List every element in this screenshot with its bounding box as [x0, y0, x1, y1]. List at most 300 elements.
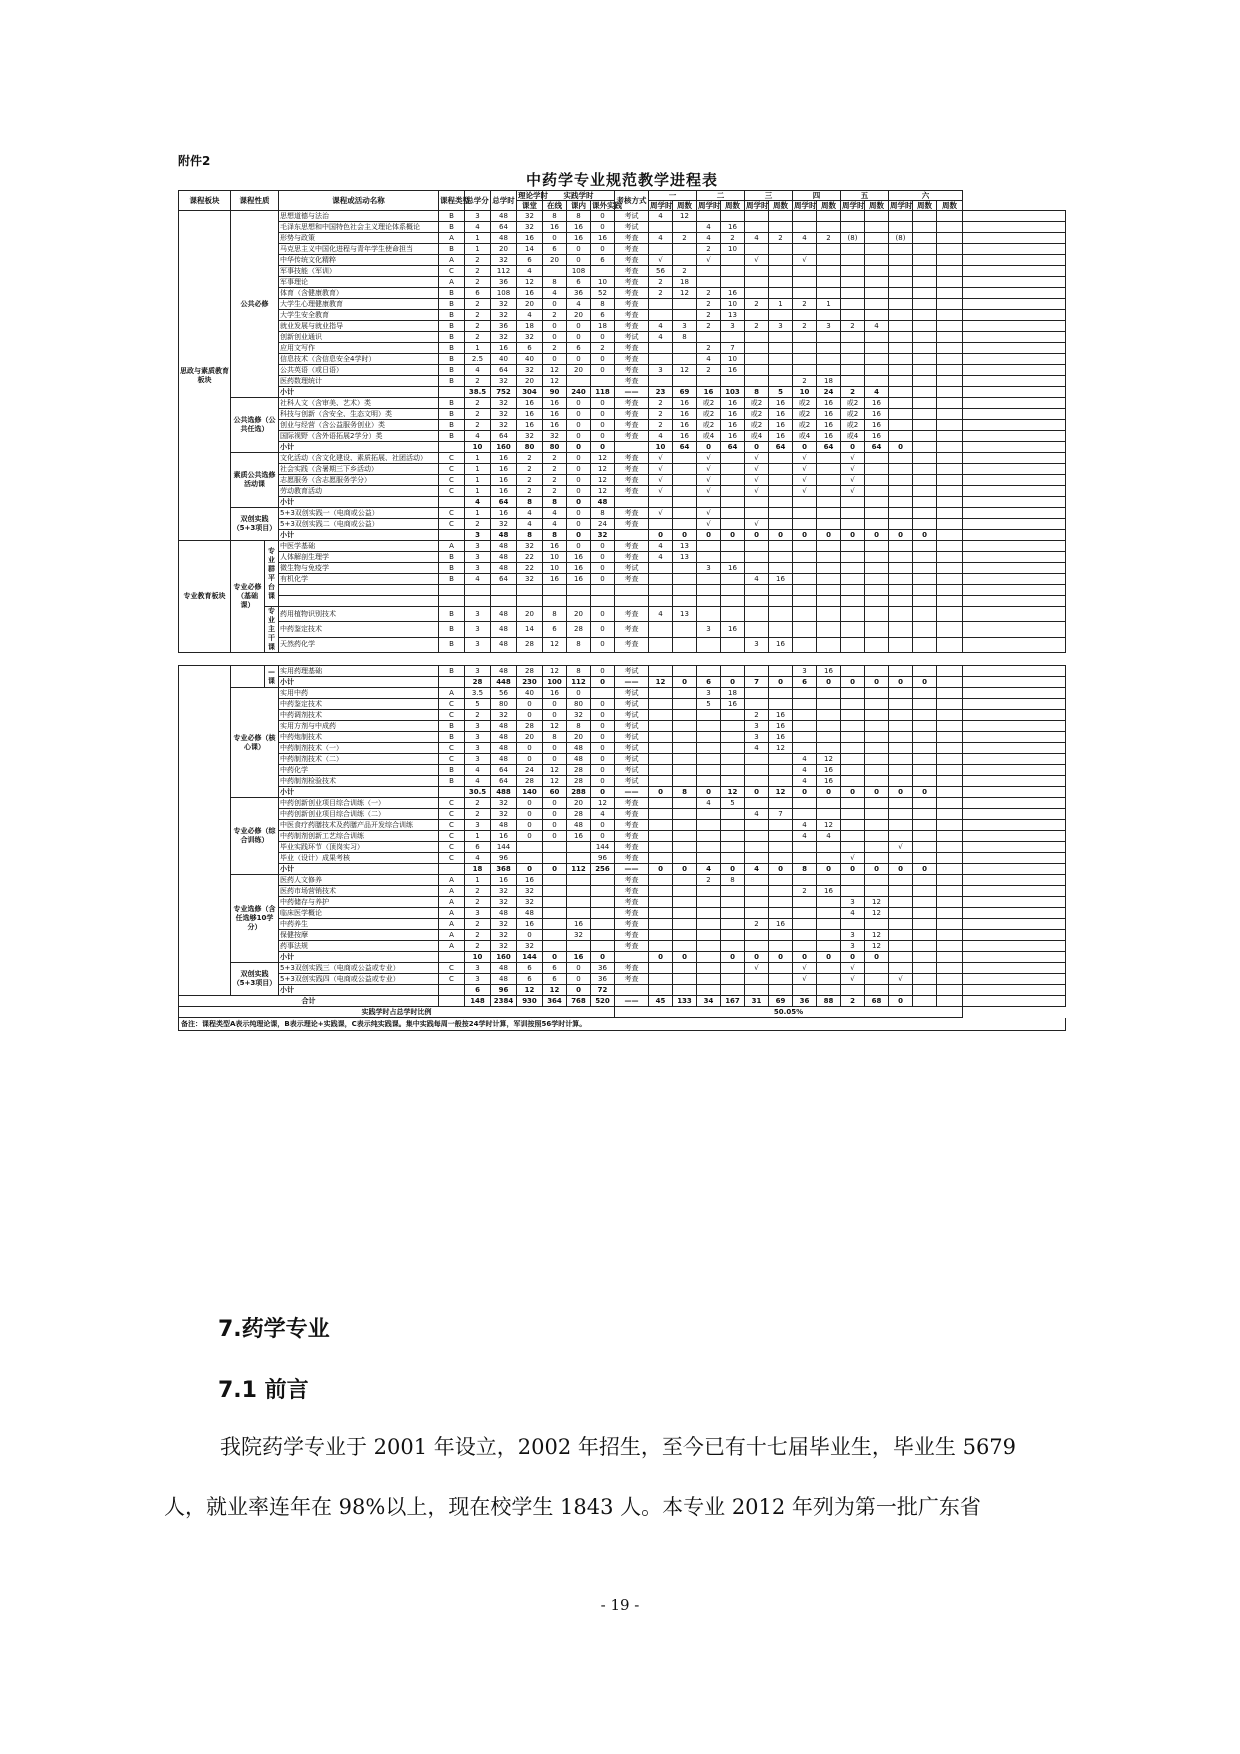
table-cell: 48 [567, 820, 591, 831]
course-name: 中华传统文化精粹 [279, 255, 439, 266]
table-cell [615, 442, 649, 453]
table-cell [841, 222, 865, 233]
table-row [179, 831, 1066, 842]
table-cell [697, 607, 721, 622]
table-cell: 0 [543, 332, 567, 343]
table-cell: 4 [543, 288, 567, 299]
table-cell: 0 [913, 787, 937, 798]
table-cell: 100 [543, 677, 567, 688]
table-cell [673, 941, 697, 952]
table-cell [793, 842, 817, 853]
table-cell [913, 387, 937, 398]
table-row [179, 398, 1066, 409]
module-cell: 专业教育板块 [179, 541, 231, 653]
table-cell [913, 831, 937, 842]
table-cell: 28 [567, 622, 591, 637]
course-name: 中医学基础 [279, 541, 439, 552]
table-cell [889, 574, 913, 585]
table-cell: 96 [491, 985, 517, 996]
table-cell [673, 831, 697, 842]
table-cell [865, 354, 889, 365]
table-cell [865, 343, 889, 354]
table-cell: 16 [491, 875, 517, 886]
table-cell [697, 277, 721, 288]
table-cell [889, 765, 913, 776]
table-cell [963, 688, 1066, 699]
table-cell: 14 [517, 244, 543, 255]
table-cell: 40 [517, 688, 543, 699]
table-cell: 0 [591, 743, 615, 754]
table-cell [913, 897, 937, 908]
table-cell [913, 952, 937, 963]
table-cell: 0 [591, 677, 615, 688]
course-name: 信息技术（含信息安全4学时） [279, 354, 439, 365]
table-cell [491, 585, 517, 596]
table-cell: 2384 [491, 996, 517, 1007]
table-cell: 0 [543, 952, 567, 963]
table-cell [963, 787, 1066, 798]
course-name: 创新创业通识 [279, 332, 439, 343]
table-cell [963, 464, 1066, 475]
table-cell [817, 563, 841, 574]
table-cell [793, 622, 817, 637]
table-cell [963, 637, 1066, 652]
table-cell: 0 [769, 677, 793, 688]
table-cell [769, 842, 793, 853]
table-cell [889, 710, 913, 721]
table-cell [963, 809, 1066, 820]
course-name: 小计 [279, 530, 439, 541]
table-cell [913, 431, 937, 442]
table-cell: 2 [465, 321, 491, 332]
table-cell: 32 [517, 897, 543, 908]
scanned-schedule [178, 152, 1066, 1031]
table-cell [937, 974, 963, 985]
table-cell [865, 596, 889, 607]
table-cell: 考查 [615, 310, 649, 321]
table-row [179, 776, 1066, 787]
table-cell [841, 310, 865, 321]
table-cell: 10 [721, 354, 745, 365]
table-cell [649, 853, 673, 864]
table-cell [963, 233, 1066, 244]
table-cell: 8 [543, 497, 567, 508]
table-cell [937, 798, 963, 809]
table-cell [841, 574, 865, 585]
table-cell [841, 365, 865, 376]
table-cell [817, 930, 841, 941]
table-row [179, 985, 1066, 996]
table-cell: 2 [465, 930, 491, 941]
table-cell: 16 [817, 765, 841, 776]
table-cell [865, 710, 889, 721]
table-cell [937, 787, 963, 798]
course-name: 药用植物识别技术 [279, 607, 439, 622]
table-cell [913, 585, 937, 596]
table-cell [865, 666, 889, 677]
table-cell [615, 952, 649, 963]
table-cell [889, 211, 913, 222]
table-cell: √ [889, 974, 913, 985]
table-cell [889, 519, 913, 530]
table-cell: √ [841, 453, 865, 464]
table-cell: 0 [591, 622, 615, 637]
table-cell [889, 365, 913, 376]
table-cell [649, 963, 673, 974]
table-cell: C [439, 743, 465, 754]
table-cell: 24 [517, 765, 543, 776]
table-cell [937, 299, 963, 310]
table-cell [649, 985, 673, 996]
table-cell: 0 [567, 332, 591, 343]
table-cell [673, 765, 697, 776]
table-cell [937, 677, 963, 688]
course-name: 思想道德与法治 [279, 211, 439, 222]
table-cell [817, 908, 841, 919]
table-cell [817, 941, 841, 952]
table-cell [963, 277, 1066, 288]
table-cell [963, 710, 1066, 721]
table-cell [769, 475, 793, 486]
table-cell: 2 [769, 233, 793, 244]
table-cell [769, 541, 793, 552]
table-cell: 考查 [615, 908, 649, 919]
table-cell [817, 486, 841, 497]
table-cell [937, 743, 963, 754]
table-cell: √ [841, 963, 865, 974]
table-cell [937, 574, 963, 585]
table-cell: 80 [517, 442, 543, 453]
table-cell: 8 [591, 299, 615, 310]
table-cell: 10 [649, 442, 673, 453]
table-cell [913, 233, 937, 244]
table-cell: 80 [491, 699, 517, 710]
table-cell: 2 [465, 332, 491, 343]
course-name: 实用药理基础 [279, 666, 439, 677]
table-cell: 0 [517, 864, 543, 875]
table-cell: 0 [517, 831, 543, 842]
table-cell: 4 [697, 354, 721, 365]
table-cell [673, 486, 697, 497]
table-cell [543, 853, 567, 864]
table-cell: √ [793, 475, 817, 486]
table-cell: 考试 [615, 732, 649, 743]
table-cell [697, 541, 721, 552]
section-title: 7.药学专业 [218, 1317, 330, 1342]
table-cell: 0 [793, 530, 817, 541]
table-cell: 0 [721, 864, 745, 875]
table-cell: 0 [517, 809, 543, 820]
table-cell [889, 222, 913, 233]
table-cell [913, 985, 937, 996]
table-cell [769, 222, 793, 233]
table-cell: 0 [865, 787, 889, 798]
table-cell: 108 [491, 288, 517, 299]
table-cell [769, 464, 793, 475]
header-sub-7: 周数 [721, 201, 745, 211]
table-cell: 12 [543, 376, 567, 387]
table-cell: A [439, 908, 465, 919]
table-cell: A [439, 255, 465, 266]
table-cell: 0 [591, 354, 615, 365]
table-cell: A [439, 919, 465, 930]
table-cell: 12 [817, 820, 841, 831]
table-cell: —— [615, 677, 649, 688]
table-cell [889, 321, 913, 332]
table-cell: 16 [865, 420, 889, 431]
table-cell [841, 637, 865, 652]
table-cell: 8 [567, 721, 591, 732]
table-cell: 3 [697, 622, 721, 637]
table-cell [913, 354, 937, 365]
table-cell: 或2 [697, 398, 721, 409]
table-cell [841, 831, 865, 842]
table-cell: 考查 [615, 842, 649, 853]
table-cell: B [439, 552, 465, 563]
table-cell [793, 743, 817, 754]
table-cell: 3 [769, 321, 793, 332]
table-cell [963, 574, 1066, 585]
table-cell [937, 864, 963, 875]
table-cell [673, 574, 697, 585]
table-cell [721, 809, 745, 820]
table-cell [793, 277, 817, 288]
table-cell [567, 941, 591, 952]
table-cell: 16 [567, 563, 591, 574]
table-row [179, 666, 1066, 677]
table-row [179, 464, 1066, 475]
header-sub-9: 周数 [769, 201, 793, 211]
table-cell: 考查 [615, 431, 649, 442]
table-cell: B [439, 721, 465, 732]
group-cell: 公共选修（公共任选） [231, 398, 279, 453]
table-cell [841, 798, 865, 809]
table-cell [937, 563, 963, 574]
table-cell: 4 [649, 552, 673, 563]
table-cell: 22 [517, 563, 543, 574]
table-cell: 36 [491, 321, 517, 332]
table-cell: 考查 [615, 486, 649, 497]
table-cell [745, 765, 769, 776]
table-cell: 16 [769, 919, 793, 930]
table-cell: 32 [491, 809, 517, 820]
subgroup-cell-continued: —课 [265, 666, 279, 688]
table-cell: 20 [517, 732, 543, 743]
table-cell [721, 886, 745, 897]
table-cell [769, 343, 793, 354]
table-cell: 2 [649, 288, 673, 299]
table-cell [649, 930, 673, 941]
table-cell [745, 266, 769, 277]
table-cell: 3 [697, 688, 721, 699]
table-cell: 0 [591, 699, 615, 710]
table-row [179, 211, 1066, 222]
table-row [179, 732, 1066, 743]
table-cell [721, 637, 745, 652]
table-cell: 2 [841, 321, 865, 332]
table-row [179, 820, 1066, 831]
table-cell [865, 464, 889, 475]
table-cell [591, 585, 615, 596]
table-cell: 0 [841, 530, 865, 541]
table-cell [769, 508, 793, 519]
table-cell [865, 376, 889, 387]
table-cell: 16 [817, 398, 841, 409]
table-cell: 64 [491, 431, 517, 442]
table-cell: 16 [769, 420, 793, 431]
table-cell: 12 [817, 754, 841, 765]
table-cell [591, 930, 615, 941]
table-cell: 1 [465, 831, 491, 842]
table-cell [745, 941, 769, 952]
table-cell [793, 908, 817, 919]
table-cell: (8) [889, 233, 913, 244]
table-cell: 30.5 [465, 787, 491, 798]
course-name: 中药鉴定技术 [279, 699, 439, 710]
table-cell: C [439, 266, 465, 277]
course-name: 中药调剂技术 [279, 710, 439, 721]
table-row [179, 996, 1066, 1007]
table-cell: 考查 [615, 266, 649, 277]
table-cell [591, 875, 615, 886]
table-cell [963, 820, 1066, 831]
table-cell: 3 [465, 552, 491, 563]
table-cell [937, 310, 963, 321]
table-cell [649, 519, 673, 530]
table-cell: 2 [745, 299, 769, 310]
table-cell [649, 596, 673, 607]
table-row [179, 442, 1066, 453]
table-cell [937, 354, 963, 365]
table-cell [745, 699, 769, 710]
table-cell: 0 [841, 677, 865, 688]
table-cell [649, 798, 673, 809]
table-cell: 2 [673, 266, 697, 277]
table-cell [937, 420, 963, 431]
table-cell: 16 [517, 398, 543, 409]
table-cell: 28 [465, 677, 491, 688]
table-cell: 32 [567, 930, 591, 941]
table-cell [963, 897, 1066, 908]
table-cell: 0 [543, 743, 567, 754]
table-cell [841, 508, 865, 519]
table-cell: 0 [517, 754, 543, 765]
table-cell [591, 266, 615, 277]
table-row [179, 787, 1066, 798]
table-cell [745, 622, 769, 637]
table-cell [817, 211, 841, 222]
table-cell: 3 [841, 930, 865, 941]
table-cell: 6 [567, 343, 591, 354]
table-cell: B [439, 637, 465, 652]
table-cell [697, 941, 721, 952]
table-cell [913, 875, 937, 886]
table-cell: 32 [491, 919, 517, 930]
table-cell [769, 266, 793, 277]
header-sub-1: 在线 [543, 201, 567, 211]
table-cell: 8 [673, 787, 697, 798]
course-name: 中药创新创业项目综合训练（二） [279, 809, 439, 820]
table-cell [913, 420, 937, 431]
table-cell [745, 244, 769, 255]
table-cell: 8 [517, 497, 543, 508]
table-cell: B [439, 288, 465, 299]
table-cell [673, 596, 697, 607]
table-cell [865, 244, 889, 255]
header-sem-1: 一 [649, 191, 697, 201]
course-name: 大学生心理健康教育 [279, 299, 439, 310]
table-cell: √ [841, 486, 865, 497]
table-cell: 0 [591, 637, 615, 652]
table-cell: 0 [567, 420, 591, 431]
table-cell: 8 [721, 875, 745, 886]
table-cell: 0 [567, 963, 591, 974]
table-cell: 16 [721, 563, 745, 574]
course-name: 社科人文（含审美、艺术）类 [279, 398, 439, 409]
table-cell [649, 354, 673, 365]
table-cell [615, 596, 649, 607]
table-cell: 2 [591, 343, 615, 354]
table-cell [913, 211, 937, 222]
table-cell: 4 [793, 233, 817, 244]
table-cell [841, 776, 865, 787]
table-cell [865, 574, 889, 585]
table-cell [841, 585, 865, 596]
table-cell: B [439, 765, 465, 776]
table-cell: 2 [697, 365, 721, 376]
table-cell [721, 508, 745, 519]
course-name: 文化活动（含文化建设、素质拓展、社团活动） [279, 453, 439, 464]
table-cell [721, 754, 745, 765]
table-cell [769, 552, 793, 563]
table-cell: 考查 [615, 853, 649, 864]
table-cell [567, 376, 591, 387]
table-cell: 8 [517, 530, 543, 541]
table-cell [963, 365, 1066, 376]
table-cell: 48 [491, 974, 517, 985]
table-cell [937, 875, 963, 886]
table-cell [697, 266, 721, 277]
table-cell [697, 897, 721, 908]
table-cell: 考试 [615, 765, 649, 776]
table-row [179, 519, 1066, 530]
table-cell: 36 [591, 974, 615, 985]
table-cell [721, 255, 745, 266]
table-cell [721, 574, 745, 585]
table-cell: 16 [721, 288, 745, 299]
table-cell: 10 [543, 552, 567, 563]
table-cell: 3 [465, 530, 491, 541]
table-cell: 16 [517, 420, 543, 431]
table-cell: 4 [591, 809, 615, 820]
table-cell: 3 [465, 666, 491, 677]
table-cell [721, 607, 745, 622]
table-cell [697, 963, 721, 974]
table-cell: 0 [543, 864, 567, 875]
table-cell [865, 699, 889, 710]
table-cell [963, 420, 1066, 431]
table-cell: 6 [465, 985, 491, 996]
table-cell [817, 585, 841, 596]
table-cell: √ [745, 963, 769, 974]
table-cell [913, 699, 937, 710]
table-cell [567, 853, 591, 864]
table-cell: 4 [649, 233, 673, 244]
table-cell: √ [793, 453, 817, 464]
course-name: 毕业实践环节（顶岗实习） [279, 842, 439, 853]
table-cell [963, 963, 1066, 974]
table-cell: 48 [567, 743, 591, 754]
